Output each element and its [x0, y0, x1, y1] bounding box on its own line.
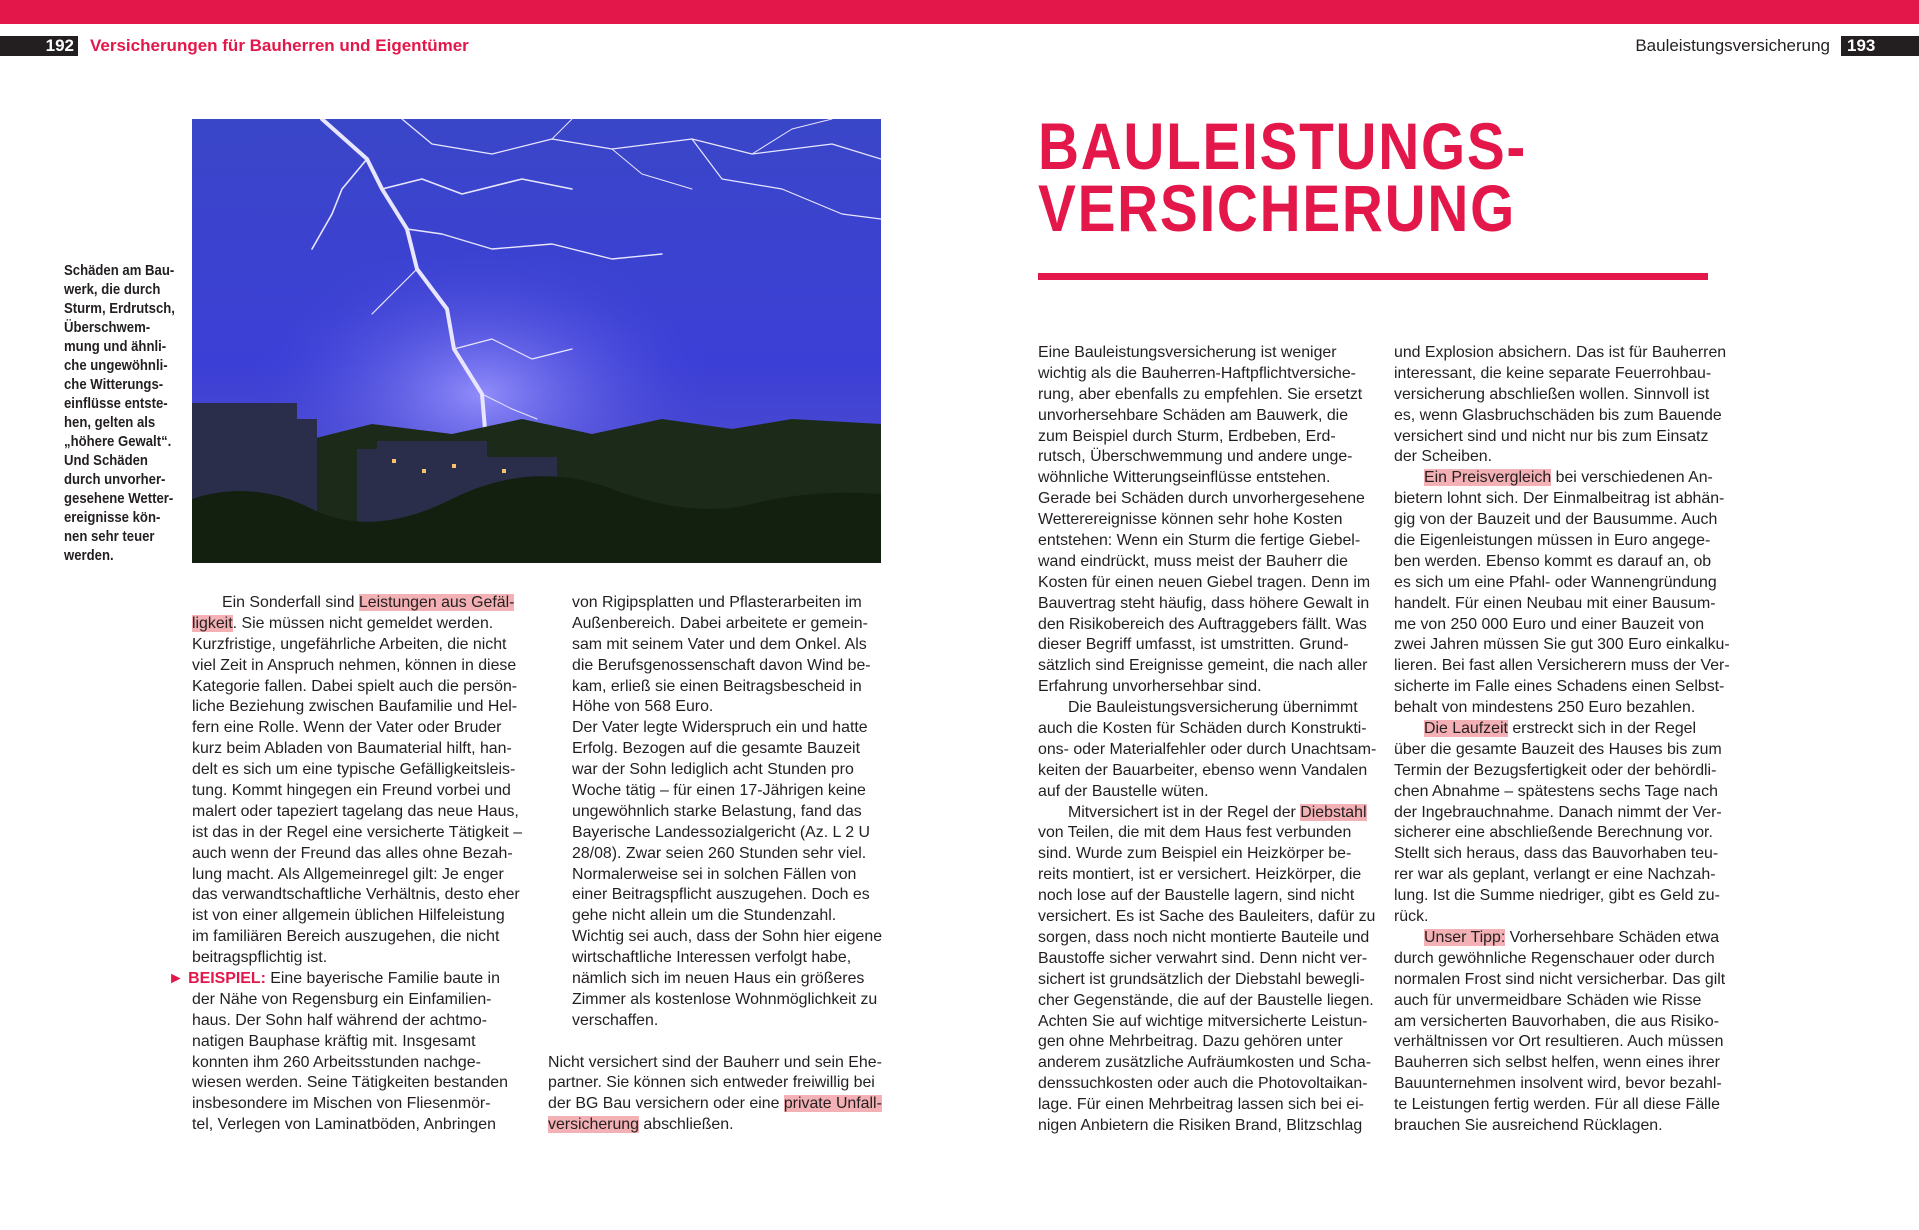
example-line: wiesen werden. Seine Tätigkeiten bestanden: [192, 1074, 508, 1092]
example-line: Außenbereich. Dabei arbeitete er gemein-: [572, 614, 868, 632]
example-line: wirtschaftliche Interessen verfolgt habe,: [572, 949, 852, 967]
example-line: die Berufsgenossenschaft davon Wind be-: [572, 656, 871, 674]
left-page-number: 192: [0, 36, 78, 56]
example-line: Wichtig sei auch, dass der Sohn hier eigene: [572, 928, 883, 946]
left-running-title: Versicherungen für Bauherren und Eigentümer: [90, 36, 469, 55]
text-column-3: [1038, 343, 1376, 1137]
example-arrow-icon: ►: [168, 970, 184, 988]
caption-line: „höhere Gewalt“.: [64, 434, 172, 450]
body-text: abschließen.: [638, 1116, 734, 1134]
body-text: . Sie müssen nicht gemeldet werden.: [232, 614, 494, 632]
example-line: Der Vater legte Widerspruch ein und hatte: [572, 719, 868, 737]
body-line: interessant, die keine separate Feuerrohbau-: [1394, 364, 1712, 382]
example-line: von Rigipsplatten und Pflasterarbeiten im: [572, 594, 862, 611]
body-line: normalen Frost sind nicht versicherbar. Das gilt: [1394, 970, 1726, 988]
example-line: sam mit seinem Vater und dem Onkel. Als: [572, 635, 867, 653]
example-line: einer Beitragspflicht auszugehen. Doch es: [572, 886, 870, 904]
body-line: partner. Sie können sich entweder freiwillig bei: [548, 1074, 875, 1092]
body-line: Achten Sie auf wichtige mitversicherte Leistun-: [1038, 1012, 1368, 1030]
example-line: der Nähe von Regensburg ein Einfamilien-: [192, 990, 492, 1008]
body-line: das verwandtschaftliche Verhältnis, desto eher: [192, 886, 520, 904]
body-line: chen Abnahme – spätestens sechs Tage nach: [1394, 782, 1718, 800]
caption-line: hen, gelten als: [64, 415, 156, 431]
highlighted-term: Diebstahl: [1300, 803, 1367, 821]
caption-line: che ungewöhnli-: [64, 358, 168, 374]
body-line: rutsch, Überschwemmung und andere unge-: [1038, 448, 1353, 466]
highlighted-term: Die Laufzeit: [1424, 720, 1508, 738]
example-line: Normalerweise sei in solchen Fällen von: [572, 865, 857, 883]
body-line: lieren. Bei fast allen Versicherern muss der Ver-: [1394, 657, 1730, 675]
body-line: me von 250 000 Euro und einer Bauzeit von: [1394, 615, 1705, 633]
caption-line: gesehene Wetter-: [64, 491, 174, 507]
body-line: denssuchkosten oder auch die Photovoltaikan-: [1038, 1075, 1368, 1093]
body-line: lung. Ist die Summe niedriger, gibt es Geld zu-: [1394, 887, 1720, 905]
top-accent-bar: [0, 0, 1919, 24]
body-line: beitragspflichtig ist.: [192, 949, 328, 967]
body-line: reits montiert, ist er versichert. Heizkörper, die: [1038, 866, 1362, 884]
body-line: der Ingebrauchnahme. Danach nimmt der Ver-: [1394, 803, 1722, 821]
example-line: tel, Verlegen von Laminatböden, Anbringen: [192, 1116, 496, 1134]
body-line: lage. Für einen Mehrbeitrag lassen sich bei ei-: [1038, 1096, 1364, 1114]
body-line: wichtig als die Bauherren-Haftpflichtversiche-: [1038, 364, 1356, 382]
body-line: delt es sich um eine typische Gefälligkeitsleis-: [192, 761, 516, 779]
body-line: bietern lohnt sich. Der Einmalbeitrag ist abhän-: [1394, 490, 1725, 508]
example-line: Höhe von 568 Euro.: [572, 698, 714, 716]
body-line: lung macht. Als Allgemeinregel gilt: Je enger: [192, 865, 504, 883]
example-line: Zimmer als kostenlose Wohnmöglichkeit zu: [572, 990, 878, 1008]
example-line: nämlich sich im neuen Haus ein größeres: [572, 970, 865, 988]
body-line: Die Bauleistungsversicherung übernimmt: [1068, 699, 1358, 717]
body-text: der BG Bau versichern oder eine: [548, 1095, 784, 1113]
highlighted-term: Ein Preisvergleich: [1424, 469, 1552, 487]
body-line: Bauherren sich selbst helfen, wenn eines ihrer: [1394, 1054, 1720, 1072]
title-line-1: BAULEISTUNGS-: [1038, 109, 1528, 183]
body-line: Eine Bauleistungsversicherung ist weniger: [1038, 344, 1337, 361]
caption-line: ereignisse kön-: [64, 510, 161, 526]
example-line: gehe nicht allein um die Stundenzahl.: [572, 907, 837, 925]
body-line: nigen Anbietern die Risiken Brand, Blitzschlag: [1038, 1116, 1363, 1134]
body-line: Kurzfristige, ungefährliche Arbeiten, die nicht: [192, 635, 507, 653]
body-line: keiten der Bauarbeiter, ebenso wenn Vandalen: [1038, 761, 1368, 779]
body-line: es, wenn Glasbruchschäden bis zum Bauende: [1394, 406, 1722, 424]
body-line: auf der Baustelle wüten.: [1038, 782, 1209, 800]
caption-line: durch unvorher-: [64, 472, 166, 488]
example-line: insbesondere im Mischen von Fliesenmör-: [192, 1095, 491, 1113]
body-line: Gerade bei Schäden durch unvorhergesehene: [1038, 490, 1365, 508]
body-text: Mitversichert ist in der Regel der: [1068, 803, 1301, 821]
body-line: anderem zusätzliche Aufräumkosten und Scha-: [1038, 1054, 1372, 1072]
example-line: Woche tätig – für einen 17-Jährigen keine: [572, 782, 866, 800]
chapter-title: [1038, 109, 1528, 245]
body-line: sichert ist grundsätzlich der Diebstahl bewegli-: [1038, 970, 1365, 988]
body-line: zum Beispiel durch Sturm, Erdbeben, Erd-: [1038, 427, 1336, 445]
body-line: die Eigenleistungen müssen in Euro angege-: [1394, 532, 1711, 550]
body-line: kurz beim Abladen von Baumaterial hilft, han-: [192, 740, 512, 758]
body-line: den Risikobereich des Auftraggebers fällt. Was: [1038, 615, 1367, 633]
body-line: Bauunternehmen insolvent wird, bevor bezahl-: [1394, 1075, 1722, 1093]
text-column-1: [168, 593, 523, 1136]
body-line: te Leistungen fertig werden. Für all diese Fälle: [1394, 1096, 1720, 1114]
body-line: gig von der Bauzeit und der Bausumme. Auch: [1394, 511, 1718, 529]
body-line: dieser Begriff umfasst, ist umstritten. Grund-: [1038, 636, 1349, 654]
highlighted-term: Leistungen aus Gefäl-: [358, 594, 515, 611]
body-line: ben werden. Ebenso kommt es darauf an, ob: [1394, 552, 1712, 570]
example-line: verschaffen.: [572, 1011, 659, 1029]
body-line: am versicherten Bauvorhaben, die aus Risiko-: [1394, 1012, 1720, 1030]
body-line: versicherung abschließen wollen. Sinnvoll ist: [1394, 385, 1710, 403]
body-line: Termin der Bezugsfertigkeit oder der behördli-: [1394, 761, 1717, 779]
example-label: BEISPIEL:: [188, 970, 266, 988]
body-line: auch die Kosten für Schäden durch Konstrukti-: [1038, 720, 1367, 738]
example-line: haus. Der Sohn half während der achtmo-: [192, 1011, 488, 1029]
body-line: auch wenn der Freund das alles ohne Bezah-: [192, 844, 513, 862]
caption-line: Sturm, Erdrutsch,: [64, 301, 175, 317]
caption-line: Überschwem-: [64, 320, 151, 336]
body-line: rer war als geplant, verlangt er eine Nachzah-: [1394, 866, 1716, 884]
body-line: sätzlich sind Ereignisse gemeint, die nach aller: [1038, 657, 1368, 675]
body-line: sorgen, dass noch nicht montierte Bauteile und: [1038, 928, 1370, 946]
body-line: ist das in der Regel eine versicherte Tätigkeit –: [192, 823, 523, 841]
body-line: sicherer eine abschließende Berechnung vor.: [1394, 824, 1713, 842]
body-line: Wetterereignisse können sehr hohe Kosten: [1038, 511, 1343, 529]
body-line: sind. Wurde zum Beispiel ein Heizkörper be-: [1038, 845, 1352, 863]
highlighted-term: ligkeit: [192, 614, 233, 632]
body-line: versichert sind und nicht nur bis zum Einsatz: [1394, 427, 1709, 445]
body-line: Kategorie fallen. Dabei spielt auch die persön-: [192, 677, 518, 695]
body-line: rung, aber ebenfalls zu empfehlen. Sie ersetzt: [1038, 385, 1363, 403]
body-line: ist von einer allgemein üblichen Hilfeleistung: [192, 907, 505, 925]
example-line: kam, erließ sie einen Beitragsbescheid in: [572, 677, 862, 695]
body-line: durch gewöhnliche Regenschauer oder durch: [1394, 949, 1715, 967]
caption-line: che Witterungs-: [64, 377, 164, 393]
body-text: bei verschiedenen An-: [1551, 469, 1713, 487]
body-text: Eine bayerische Familie baute in: [265, 970, 500, 988]
body-text: Vorhersehbare Schäden etwa: [1505, 928, 1720, 946]
body-line: zwei Jahren müssen Sie gut 300 Euro einkalku-: [1394, 636, 1730, 654]
body-line: es sich um eine Pfahl- oder Wannengründung: [1394, 573, 1717, 591]
text-column-2: [548, 593, 882, 1136]
body-line: über die gesamte Bauzeit des Hauses bis zum: [1394, 740, 1722, 758]
body-line: ons- oder Materialfehler oder durch Unachtsam-: [1038, 740, 1377, 758]
body-line: behalt von mindestens 250 Euro bezahlen.: [1394, 699, 1696, 717]
body-line: wand eindrückt, muss meist der Bauherr die: [1038, 552, 1349, 570]
highlighted-term: private Unfall-: [783, 1095, 882, 1113]
right-running-title: Bauleistungsversicherung: [1635, 36, 1830, 55]
caption-line: Schäden am Bau-: [64, 263, 175, 279]
body-text: Ein Sonderfall sind: [222, 594, 359, 611]
example-line: war der Sohn lediglich acht Stunden pro: [572, 761, 854, 779]
body-line: Bauvertrag steht häufig, dass höhere Gewalt in: [1038, 594, 1370, 612]
body-line: malert oder tapeziert tagelang das neue Haus,: [192, 802, 519, 820]
body-line: fern eine Rolle. Wenn der Vater oder Bruder: [192, 719, 502, 737]
caption-line: nen sehr teuer: [64, 529, 155, 545]
body-line: sicherte im Falle eines Schadens einen Selbst-: [1394, 678, 1725, 696]
lightning-illustration: [192, 119, 881, 563]
body-line: versichert. Es ist Sache des Bauleiters, dafür zu: [1038, 908, 1376, 926]
body-line: Nicht versichert sind der Bauherr und sein Ehe-: [548, 1053, 882, 1071]
body-line: viel Zeit in Anspruch nehmen, können in diese: [192, 656, 517, 674]
example-line: ungewöhnlich starke Belastung, fand das: [572, 802, 862, 820]
body-line: verhältnissen vor Ort resultieren. Auch müssen: [1394, 1033, 1724, 1051]
body-line: Erfahrung unvorhersehbar sind.: [1038, 678, 1262, 696]
body-line: der Scheiben.: [1394, 448, 1493, 466]
right-page-number: 193: [1841, 36, 1919, 56]
photo-caption: [64, 262, 175, 566]
body-line: liche Beziehung zwischen Baufamilie und Hel-: [192, 698, 518, 716]
example-line: natigen Bauphase kräftig mit. Insgesamt: [192, 1032, 476, 1050]
body-line: rück.: [1394, 908, 1429, 926]
example-line: 28/08). Zwar seien 260 Stunden sehr viel.: [572, 844, 867, 862]
body-line: auch für unvermeidbare Schäden wie Risse: [1394, 991, 1702, 1009]
body-line: im familiären Bereich auszugehen, die nicht: [192, 928, 500, 946]
caption-line: werk, die durch: [64, 282, 161, 298]
body-line: Stellt sich heraus, dass das Bauvorhaben teu-: [1394, 845, 1719, 863]
lightning-photo: [192, 119, 881, 563]
title-line-2: VERSICHERUNG: [1038, 171, 1516, 245]
caption-line: Und Schäden: [64, 453, 148, 469]
body-line: entstehen: Wenn ein Sturm die fertige Giebel-: [1038, 532, 1361, 550]
example-line: konnten ihm 260 Arbeitsstunden nachge-: [192, 1053, 481, 1071]
text-column-4: [1394, 343, 1730, 1137]
body-line: und Explosion absichern. Das ist für Bauherren: [1394, 344, 1727, 361]
body-line: von Teilen, die mit dem Haus fest verbunden: [1038, 824, 1352, 842]
body-line: wöhnliche Witterungseinflüsse entstehen.: [1038, 469, 1331, 487]
caption-line: werden.: [64, 548, 114, 564]
title-underline: [1038, 273, 1708, 280]
body-line: handelt. Für einen Neubau mit einer Bausum-: [1394, 594, 1716, 612]
highlighted-term: Unser Tipp:: [1424, 928, 1506, 946]
body-line: unvorhersehbare Schäden am Bauwerk, die: [1038, 406, 1349, 424]
body-line: Kosten für einen neuen Giebel tragen. Denn im: [1038, 573, 1371, 591]
body-line: cher Gegenstände, die auf der Baustelle liegen.: [1038, 991, 1374, 1009]
caption-line: mung und ähnli-: [64, 339, 167, 355]
body-line: tung. Kommt hingegen ein Freund vorbei und: [192, 782, 511, 800]
body-line: Baustoffe sicher verwahrt sind. Denn nicht ver-: [1038, 949, 1368, 967]
body-line: brauchen Sie ausreichend Rücklagen.: [1394, 1116, 1663, 1134]
example-line: Bayerische Landessozialgericht (Az. L 2 U: [572, 823, 870, 841]
body-line: noch lose auf der Baustelle lagern, sind nicht: [1038, 887, 1355, 905]
body-line: gen ohne Mehrbeitrag. Dazu gehören unter: [1038, 1033, 1343, 1051]
caption-line: einflüsse entste-: [64, 396, 168, 412]
example-line: Erfolg. Bezogen auf die gesamte Bauzeit: [572, 740, 860, 758]
body-text: erstreckt sich in der Regel: [1507, 720, 1697, 738]
highlighted-term: versicherung: [548, 1116, 639, 1134]
